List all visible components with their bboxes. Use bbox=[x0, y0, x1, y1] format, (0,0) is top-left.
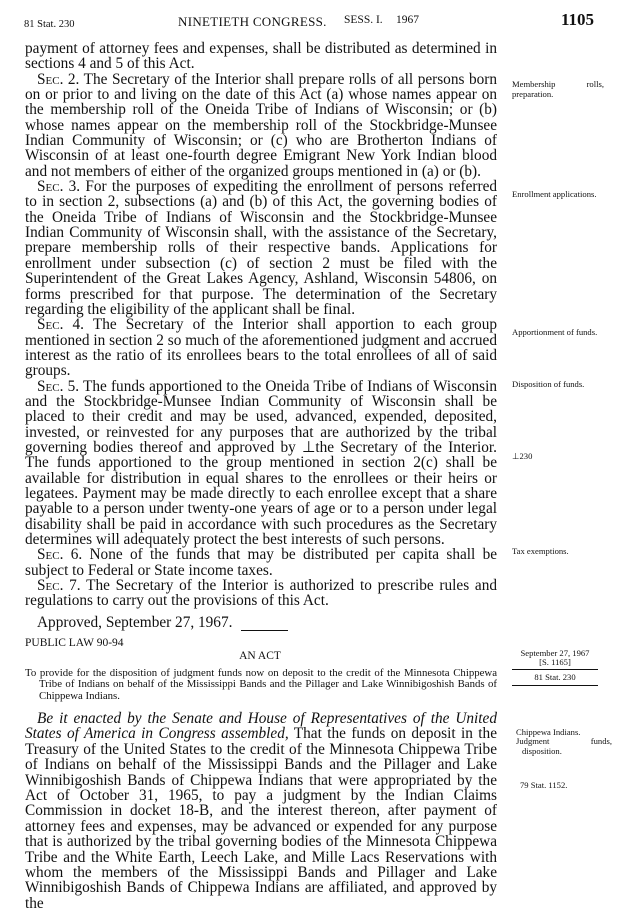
margin-note-judgment-funds: Judgment funds, disposition. bbox=[516, 736, 612, 756]
margin-note-enrollment: Enrollment applications. bbox=[512, 189, 597, 199]
enacting-text-column bbox=[25, 711, 497, 911]
section-7-text: The Secretary of the Interior is authorized to prescribe rules and regulations to carry out the provisions of this Act. bbox=[25, 577, 497, 610]
section-4 bbox=[25, 317, 497, 378]
section-5-text: The funds apportioned to the Oneida Tribe of Indians of Wisconsin and the Stockbridge-Munsee Indian Community of Wisconsin shall be placed to their credit and may be used, advanced, expended, deposited, invested, or reinvested for any purposes that are authorized by the tribal governing bodies thereof and approved by ⊥the Secretary of the Interior. The funds apportioned to the group mentioned in section 2(c) shall be available for distribution in equal shares to the enrollees or their heirs or legatees. Payment may be made directly to each enrollee except that a share payable to a person under twenty-one years of age or to a person under legal disability shall be paid in accordance with such procedures as the Secretary determines will adequately protect the best interests of such persons. bbox=[25, 377, 498, 548]
section-2-text: The Secretary of the Interior shall prepare rolls of all persons born on or prior to and living on the date of this Act (a) whose names appear on the membership roll of the Oneida Tribe of Indians of Wisconsin; or (b) whose names appear on the membership roll of the Stockbridge-Munsee Indian Community of Wisconsin; or (c) who are Brotherton Indians of Wisconsin of at least one-fourth degree Emigrant New York Indian blood and not members of either of the organized groups mentioned in (a) or (b). bbox=[25, 70, 497, 180]
section-3-label: Sec. 3. bbox=[37, 178, 81, 196]
enacting-formula: Be it enacted by the Senate and House of Representatives of the United States of America in Congress assembled, bbox=[25, 710, 497, 743]
margin-stat: 81 Stat. 230 bbox=[534, 672, 576, 682]
header-session: SESS. I. bbox=[344, 14, 383, 26]
header-congress-title: NINETIETH CONGRESS. bbox=[178, 14, 327, 29]
header-stat-citation: 81 Stat. 230 bbox=[24, 19, 75, 30]
margin-page-marker: ⊥230 bbox=[512, 451, 533, 461]
margin-bill-number: [S. 1165] bbox=[539, 657, 571, 667]
header-year: 1967 bbox=[396, 14, 419, 26]
section-4-label: Sec. 4. bbox=[37, 316, 84, 334]
margin-note-tax: Tax exemptions. bbox=[512, 546, 569, 556]
section-2 bbox=[25, 72, 497, 179]
margin-note-chippewa: Chippewa Indians. bbox=[516, 727, 581, 737]
main-text-column bbox=[25, 41, 497, 630]
section-3-text: For the purposes of expediting the enrollment of persons referred to in section 2, subsections (a) and (b) of this Act, the governing bodies of the Oneida Tribe of Indians of Wisconsin and the Stockbridge-Munsee Indian Community of Wisconsin shall, with the assistance of the Secretary, prepare membership rolls of their respective bands. Applications for enrollment under subsection (c) of section 2 must be filed with the Superintendent of the Great Lakes Agency, Ashland, Wisconsin 54806, on forms prescribed for that purpose. The determination of the Secretary regarding the eligibility of the applicant shall be final. bbox=[25, 178, 498, 318]
continued-paragraph: payment of attorney fees and expenses, shall be distributed as determined in sections 4 and 5 of this Act. bbox=[25, 40, 497, 73]
margin-divider bbox=[512, 669, 598, 670]
approval-line: Approved, September 27, 1967. bbox=[37, 613, 233, 631]
margin-date: September 27, 1967 bbox=[520, 648, 590, 658]
an-act-heading: AN ACT bbox=[239, 650, 281, 662]
margin-note-membership: Membership rolls, preparation. bbox=[512, 79, 604, 99]
page-number: 1105 bbox=[561, 10, 595, 29]
section-7-label: Sec. 7. bbox=[37, 577, 81, 595]
margin-note-stat-reference: 79 Stat. 1152. bbox=[520, 780, 568, 790]
act-title-block bbox=[25, 668, 497, 702]
section-6-text: None of the funds that may be distributed per capita shall be subject to Federal or State income taxes. bbox=[25, 546, 498, 579]
section-5 bbox=[25, 379, 497, 548]
section-3 bbox=[25, 179, 497, 317]
enacting-text: That the funds on deposit in the Treasury of the United States to the credit of the Minnesota Chippewa Tribe of Indians on behalf of the Mississippi Bands and the Pillager and Lake Winnibigoshish Bands of Chippewa Indians that were appropriated by the Act of October 31, 1965, to pay a judgment by the Indian Claims Commission in docket 18-B, and the interest thereon, after payment of attorney fees and expenses, may be advanced or expended for any purpose that is authorized by the tribal governing bodies of the Minnesota Chippewa Tribe and the White Earth, Leech Lake, and Mille Lacs Reservations with whom the members of the Mississippi Bands and Pillager and Lake Winnibigoshish Bands of Chippewa Indians are affiliated, and approved by the bbox=[25, 725, 497, 912]
section-6 bbox=[25, 547, 497, 578]
section-5-label: Sec. 5. bbox=[37, 377, 80, 395]
section-2-label: Sec. 2. bbox=[37, 70, 80, 88]
enacting-clause bbox=[25, 711, 497, 911]
margin-note-disposition: Disposition of funds. bbox=[512, 379, 585, 389]
margin-note-apportionment: Apportionment of funds. bbox=[512, 327, 598, 337]
section-6-label: Sec. 6. bbox=[37, 546, 83, 564]
public-law-number: PUBLIC LAW 90-94 bbox=[25, 637, 124, 649]
section-divider bbox=[241, 630, 288, 631]
act-title: To provide for the disposition of judgment funds now on deposit to the credit of the Minnesota Chippewa Tribe of Indians on behalf of the Mississippi Bands and the Pillager and Lake Winnibigoshish Bands of Chippewa Indians. bbox=[25, 667, 497, 702]
section-4-text: The Secretary of the Interior shall apportion to each group mentioned in section 2 so much of the aforementioned judgment and accrued interest as the ratio of its enrollees bears to the total enrollees of all of said groups. bbox=[25, 316, 497, 380]
margin-divider-2 bbox=[512, 685, 598, 686]
section-7 bbox=[25, 578, 497, 609]
